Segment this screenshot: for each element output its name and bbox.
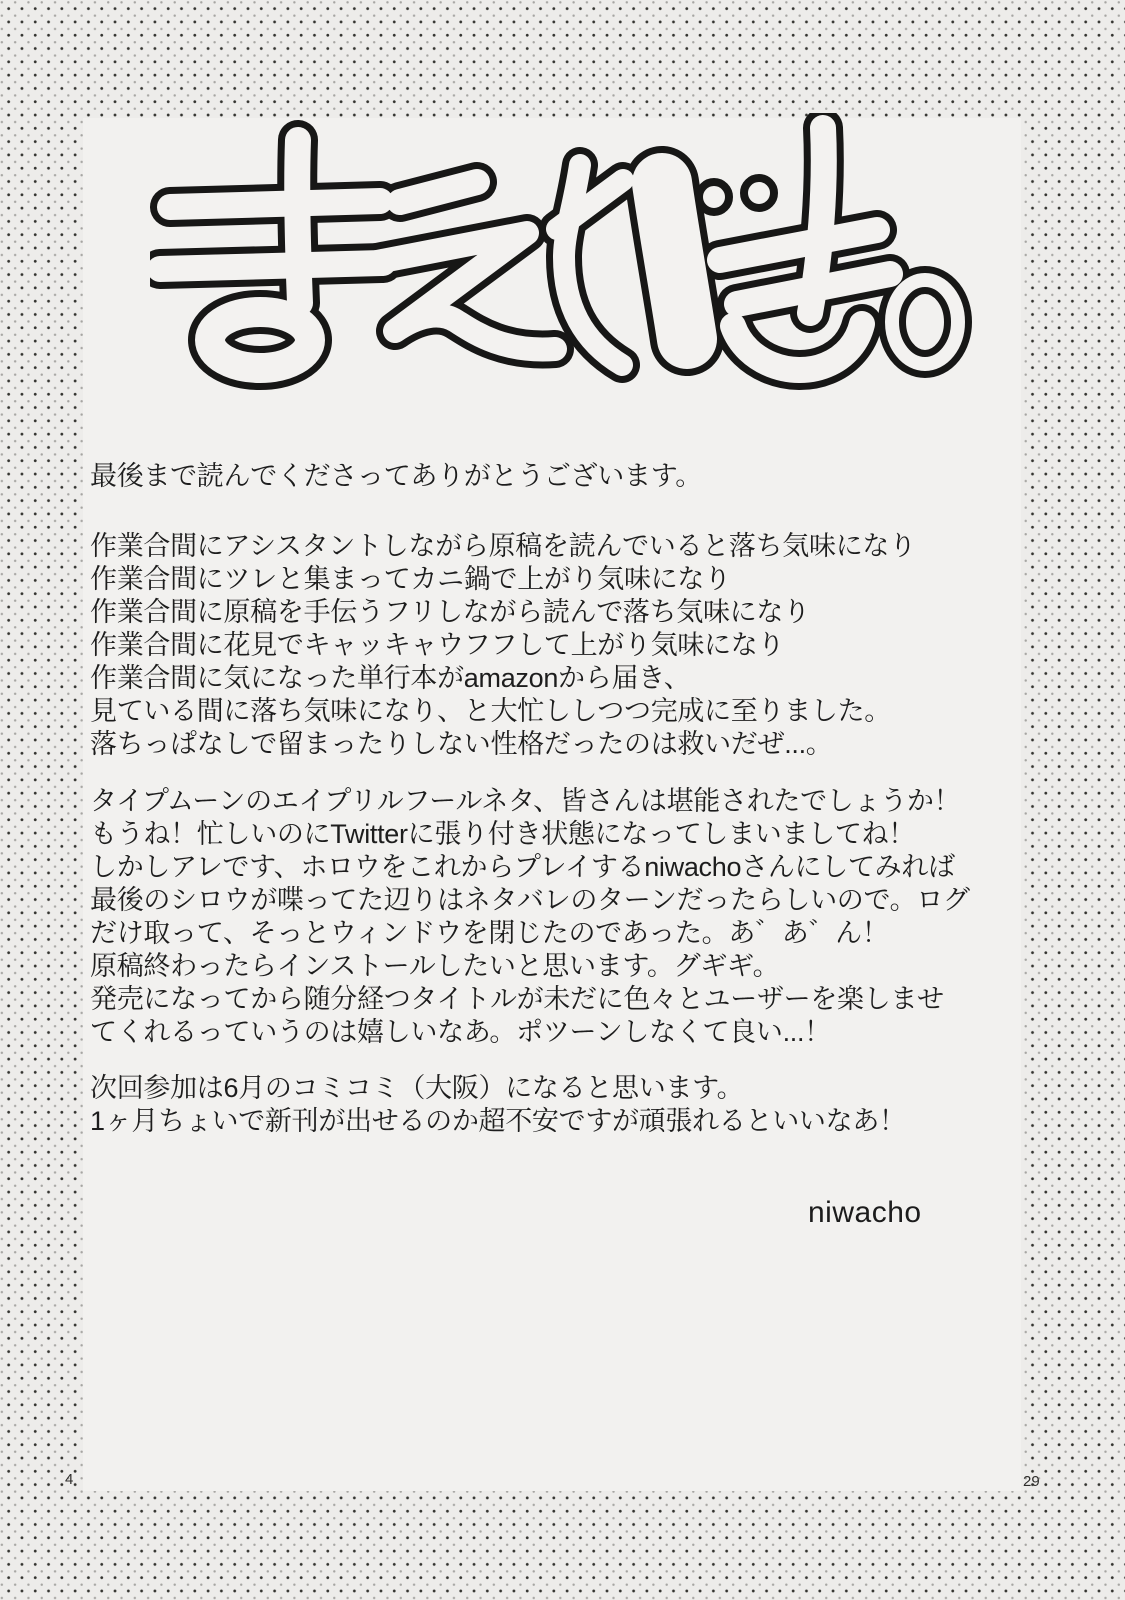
text-line: 作業合間にアシスタントしながら原稿を読んでいると落ち気味になり — [90, 531, 916, 561]
text-line: 作業合間に気になった単行本がamazonから届き、 — [90, 663, 691, 693]
text-line: 作業合間にツレと集まってカニ鍋で上がり気味になり — [90, 564, 731, 594]
title-lettering — [150, 113, 980, 433]
text-line: 落ちっぱなしで留まったりしない性格だったのは救いだぜ...。 — [90, 729, 833, 759]
text-line: もうね！忙しいのにTwitterに張り付き状態になってしまいましてね！ — [90, 819, 916, 849]
text-line: 1ヶ月ちょいで新刊が出せるのか超不安ですが頑張れるといいなあ！ — [90, 1106, 906, 1136]
paragraph — [90, 460, 702, 493]
text-line: 次回参加は6月のコミコミ（大阪）になると思います。 — [90, 1073, 744, 1103]
text-line: だけ取って、そっとウィンドウを閉じたのであった。あ゛あ゛ん！ — [90, 918, 889, 948]
page-number-left: 4 — [65, 1471, 74, 1488]
text-line: しかしアレです、ホロウをこれからプレイするniwachoさんにしてみれば — [90, 852, 955, 882]
page-number-right: 29 — [1023, 1473, 1040, 1490]
text-line: てくれるっていうのは嬉しいなあ。ポツーンしなくて良い...！ — [90, 1017, 831, 1047]
paragraph — [90, 785, 970, 1049]
text-line: 作業合間に原稿を手伝うフリしながら読んで落ち気味になり — [90, 597, 810, 627]
text-line: 原稿終わったらインストールしたいと思います。グギギ。 — [90, 951, 780, 981]
text-line: 作業合間に花見でキャッキャウフフして上がり気味になり — [90, 630, 785, 660]
signature: niwacho — [808, 1196, 922, 1229]
text-line: 最後まで読んでくださってありがとうございます。 — [90, 461, 702, 491]
text-line: 見ている間に落ち気味になり、と大忙ししつつ完成に至りました。 — [90, 696, 891, 726]
paragraph — [90, 530, 916, 761]
text-line: 発売になってから随分経つタイトルが未だに色々とユーザーを楽しませ — [90, 984, 944, 1014]
text-line: タイプムーンのエイプリルフールネタ、皆さんは堪能されたでしょうか！ — [90, 786, 961, 816]
paragraph — [90, 1072, 906, 1138]
text-line: 最後のシロウが喋ってた辺りはネタバレのターンだったらしいので。ログ — [90, 885, 970, 915]
